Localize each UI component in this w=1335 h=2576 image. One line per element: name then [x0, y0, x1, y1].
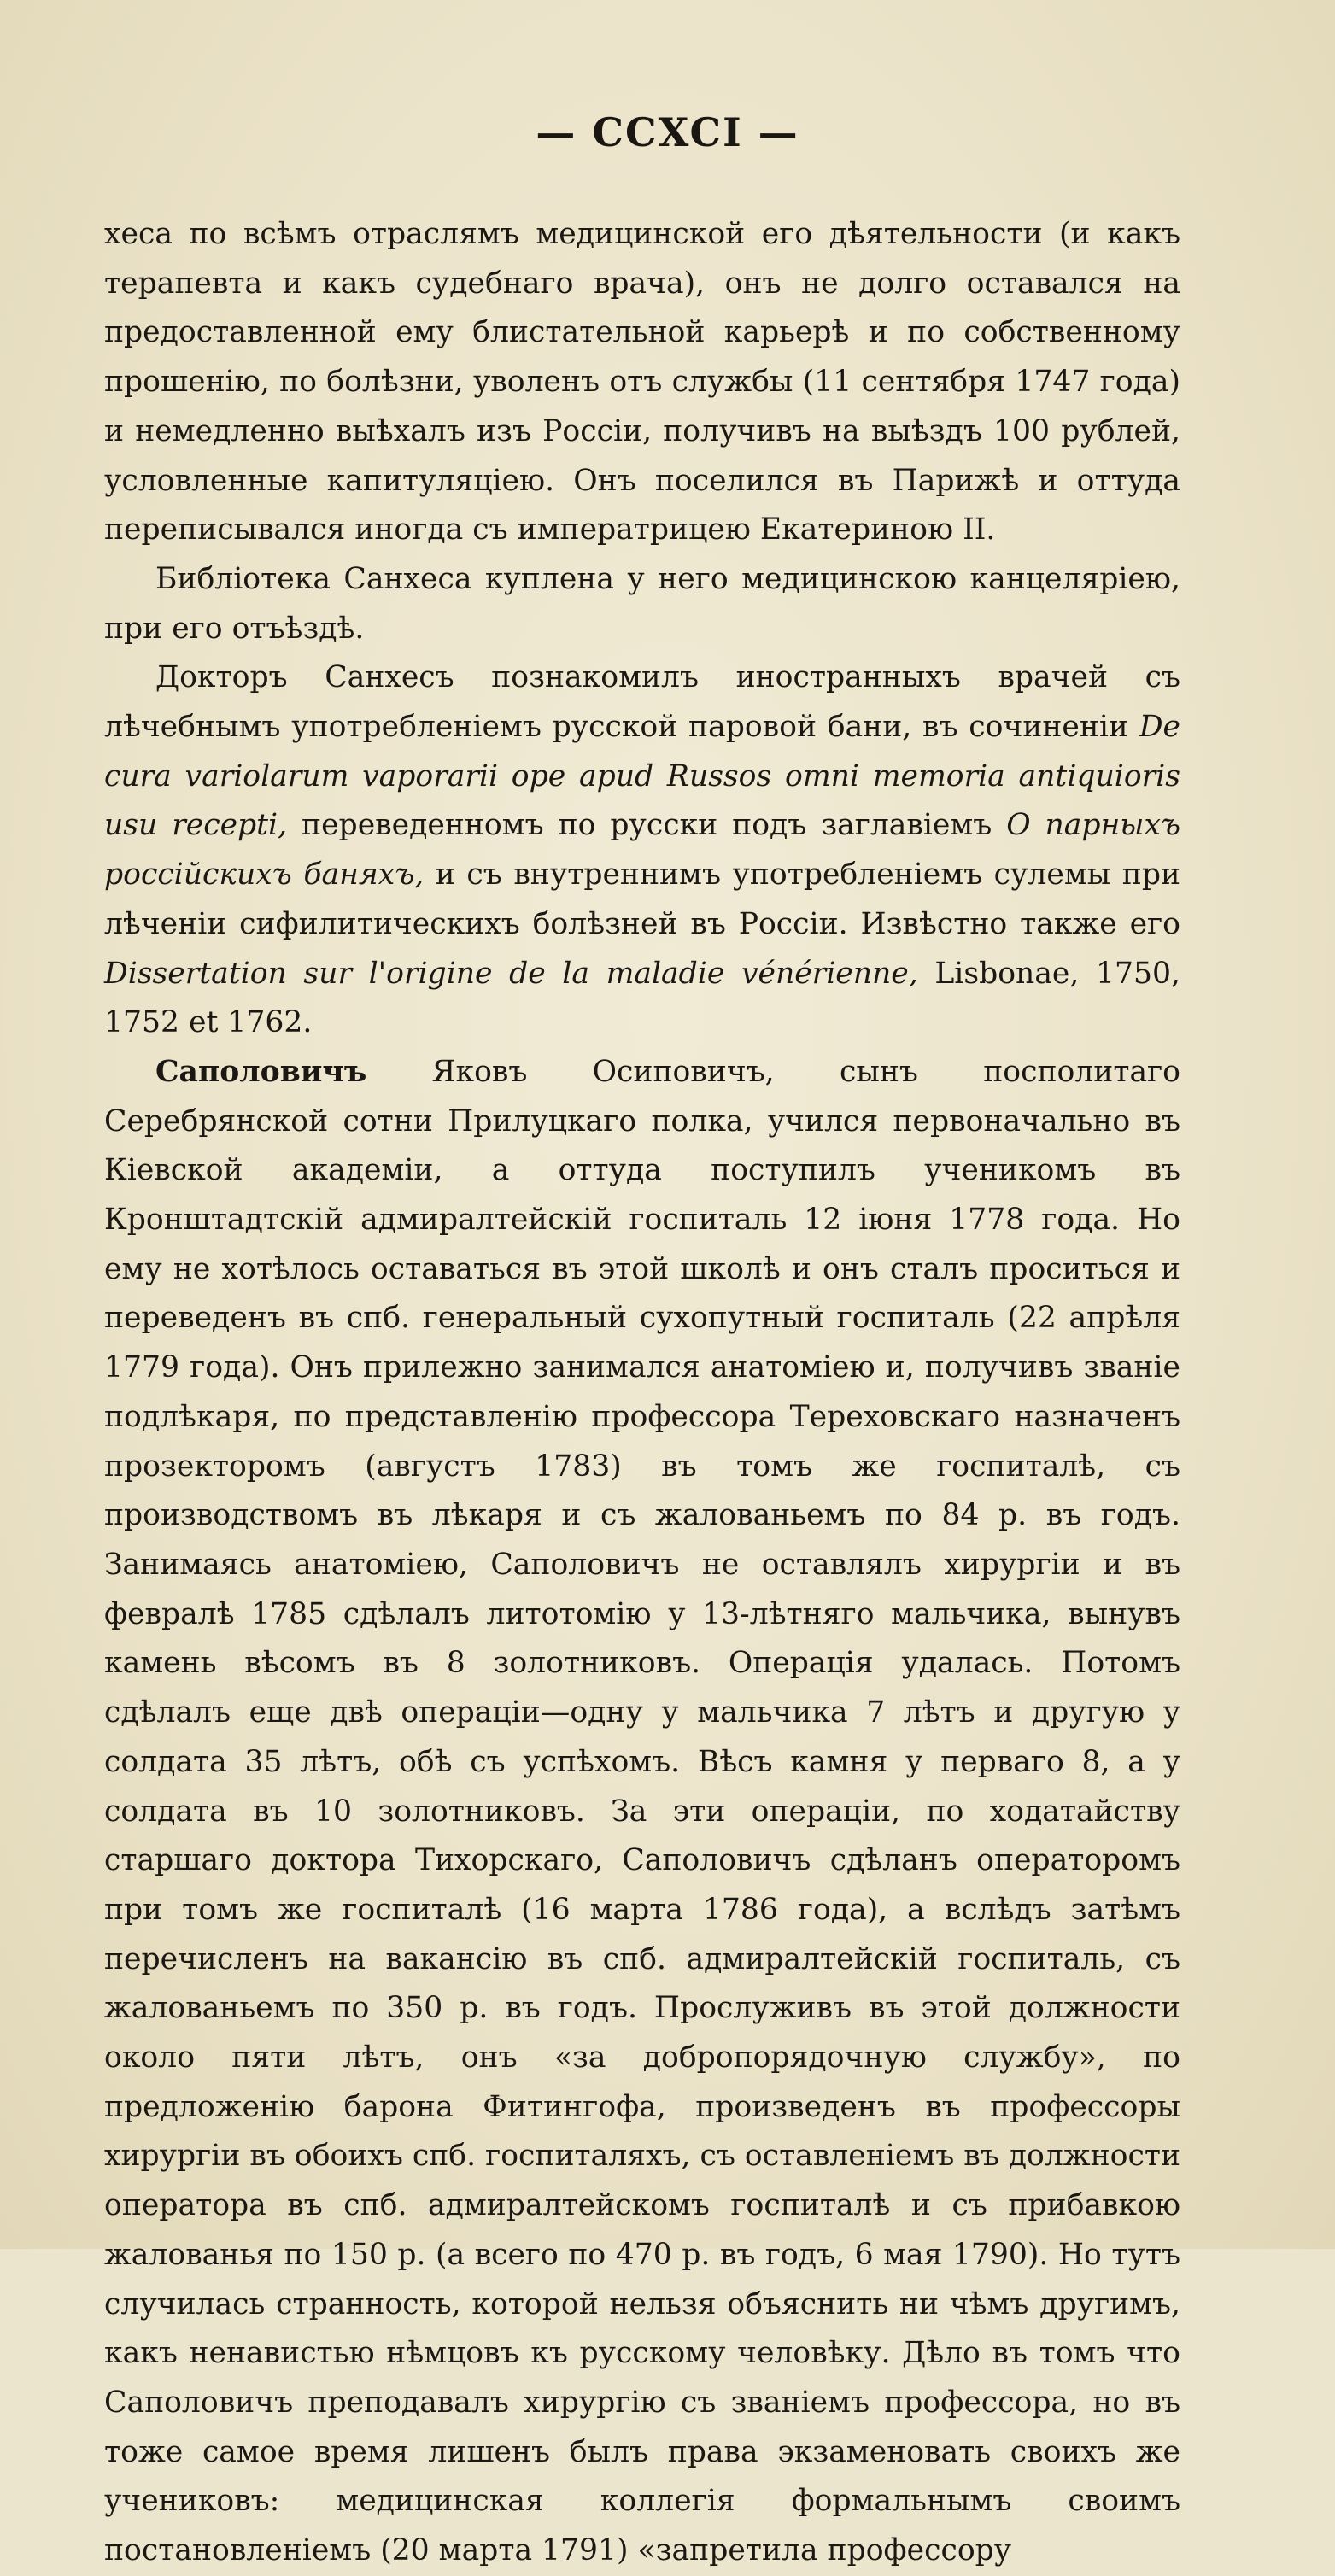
text-segment: Яковъ Осиповичъ, сынъ посполитаго Серебрянской сотни Прилуцкаго полка, учился первоначально въ Кіевской академіи, а оттуда поступилъ ученикомъ въ Кронштадтскій адмиралтейскій госпиталь 12 іюня 1778 года. Но ему не хотѣлось оставаться въ этой школѣ и онъ сталъ проситься и переведенъ въ спб. генеральный сухопутный госпиталь (22 апрѣля 1779 года). Онъ прилежно занимался анатоміею и, получивъ званіе подлѣкаря, по представленію профессора Тереховскаго назначенъ прозекторомъ (августъ 1783) въ томъ же госпиталѣ, съ производствомъ въ лѣкаря и съ жалованьемъ по 84 р. въ годъ. Занимаясь анатоміею, Саполовичъ не оставлялъ хирургіи и въ февралѣ 1785 сдѣлалъ литотомію у 13-лѣтняго мальчика, вынувъ камень вѣсомъ въ 8 золотниковъ. Операція удалась. Потомъ сдѣлалъ еще двѣ операціи—одну у мальчика 7 лѣтъ и другую у солдата 35 лѣтъ, обѣ съ успѣхомъ. Вѣсъ камня у перваго 8, а у солдата въ 10 золотниковъ. За эти операціи, по ходатайству старшаго доктора Тихорскаго, Саполовичъ сдѣланъ операторомъ при томъ же госпиталѣ (16 марта 1786 года), а вслѣдъ затѣмъ перечисленъ на вакансію въ спб. адмиралтейскій госпиталь, съ жалованьемъ по 350 р. въ годъ. Прослуживъ въ этой должности около пяти лѣтъ, онъ «за добропорядочную службу», по предложенію барона Фитингофа, произведенъ въ профессоры хирургіи въ обоихъ спб. госпиталяхъ, съ оставленіемъ въ должности оператора въ спб. адмиралтейскомъ госпиталѣ и съ прибавкою жалованья по 150 р. (а всего по 470 р. въ годъ, 6 мая 1790). Но тутъ случилась странность, которой нельзя объяснить ни чѣмъ другимъ, какъ ненавистью нѣмцовъ къ русскому человѣку. Дѣло въ томъ что Саполовичъ преподавалъ хирургію съ званіемъ профессора, но въ тоже самое время лишенъ былъ права экзаменовать своихъ же учениковъ: медицинская коллегія формальнымъ своимъ постановленіемъ (20 марта 1791) «запретила профессору	[104, 1054, 1180, 2568]
paragraph	[104, 1048, 1180, 2576]
text-segment: хеса по всѣмъ отраслямъ медицинской его дѣятельности (и какъ терапевта и какъ судебнаго врача), онъ не долго оставался на предоставленной ему блистательной карьерѣ и по собственному прошенію, по болѣзни, уволенъ отъ службы (11 сентября 1747 года) и немедленно выѣхалъ изъ Россіи, получивъ на выѣздъ 100 рублей, условленные капитуляціею. Онъ поселился въ Парижѣ и оттуда переписывался иногда съ императрицею Екатериною II.	[104, 217, 1180, 547]
text-segment: Lisbonae, 1750, 1752 et 1762.	[104, 956, 1180, 1040]
paragraph	[104, 653, 1180, 1048]
paragraph	[104, 555, 1180, 653]
italic-title: О парныхъ россійскихъ баняхъ,	[104, 808, 1180, 893]
entry-name: Саполовичъ	[155, 1054, 367, 1089]
page-number: — CCXCI —	[536, 109, 799, 155]
text-segment: и съ внутреннимъ употребленіемъ сулемы при лѣченіи сифилитическихъ болѣзней въ Россіи. Извѣстно также его	[104, 858, 1180, 941]
body-text	[104, 210, 1180, 2576]
paragraph	[104, 210, 1180, 555]
text-segment: Докторъ Санхесъ познакомилъ иностранныхъ врачей съ лѣчебнымъ употребленіемъ русской паровой бани, въ сочиненіи	[104, 660, 1180, 745]
text-segment: Библіотека Санхеса куплена у него медицинскою канцеляріею, при его отъѣздѣ.	[104, 561, 1180, 646]
italic-title: Dissertation sur l'origine de la maladie vénérienne,	[104, 956, 918, 991]
italic-title: De cura variolarum vaporarii ope apud Russos omni memoria antiquioris usu recepti,	[104, 710, 1180, 843]
text-segment: переведенномъ по русски подъ заглавіемъ	[287, 808, 1007, 843]
